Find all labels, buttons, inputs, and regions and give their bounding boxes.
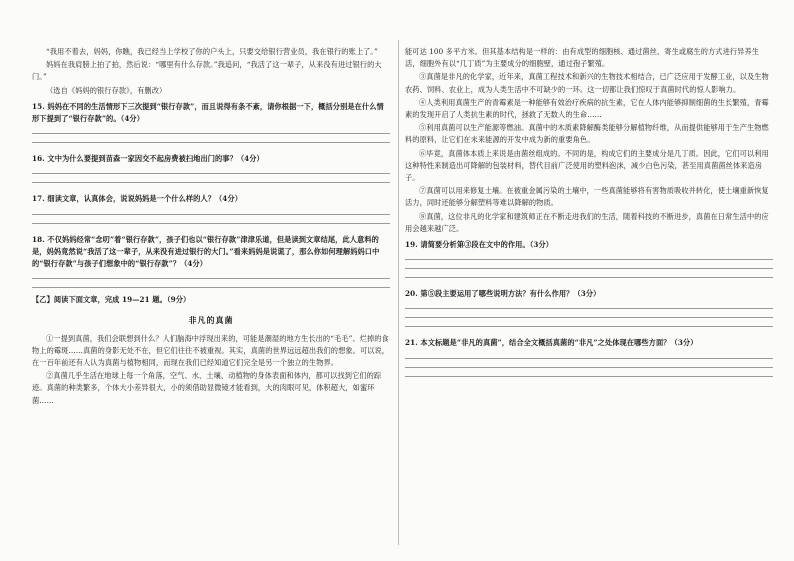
answer-line[interactable] <box>32 287 390 288</box>
article-para-5: ⑤利用真菌可以生产能源等燃油。真菌中的木质素降解酶类能够分解植物纤维，从而提供能够用于生产生物燃料的原料，让它们在未来能源的开发中成为新的重要角色。 <box>405 123 769 145</box>
article-para-1: ①一提到真菌，我们会联想到什么？人们脑海中浮现出来的，可能是潮湿的地方生长出的“毛毛”、烂掉的食物上的霉斑……真菌的身影无处不在，但它们往往不被重视。其实，真菌的世界远远超出我们的想象。可以说，在一百年前还有人认为真菌与植物相同，而现在我们已经知道它们完全是另一个独立的生物界。 <box>32 333 390 368</box>
article-para-2-cont: 能可达 100 多平方米。但其基本结构是一样的：由有成型的细胞核、通过菌丝、寄生或腐生的方式进行异养生活，细胞外有以“几丁质”为主要成分的细胞壁，通过孢子繁殖。 <box>405 47 760 69</box>
question-21: 21. 本文标题是“非凡的真菌”，结合全文概括真菌的“非凡”之处体现在哪些方面？（3分） <box>405 338 698 348</box>
left-column <box>32 46 390 408</box>
article-para-8: ⑧真菌，这位非凡的化学家和建筑师正在不断走进我们的生活，随着科技的不断进步，真菌在日常生活中的应用会越来越广泛。 <box>405 211 769 233</box>
answer-line[interactable] <box>32 278 390 279</box>
article-para-7: ⑦真菌可以用来修复土壤。在被重金属污染的土壤中，一些真菌能够将有害物质吸收并转化，使土壤重新恢复活力，同时还能够分解塑料等难以降解的物质。 <box>405 186 769 208</box>
article-para-2: ②真菌几乎生活在地球上每一个角落，空气、水、土壤、动植物的身体表面和体内，都可以找到它们的踪迹。真菌的种类繁多，个体大小差异很大，小的须借助显微镜才能看到，大的肉眼可见，体积超大，如蜜环菌…… <box>32 371 382 405</box>
passage-tail-1: “我用不着去，妈妈，你瞧，我已经当上学校了你的户头上，只要交给银行营业员，我在银行的账上了。” <box>46 47 378 56</box>
answer-line[interactable] <box>32 173 390 174</box>
article-para-3: ③真菌是非凡的化学家，近年来，真菌工程技术和新兴的生物技术相结合，已广泛应用于发酵工业，以及生物农药、饲料、农业上，成为人类生活中不可缺少的一环。这一切都让我们惊叹于真菌时代的惊人影响力。 <box>405 72 769 94</box>
question-15: 15. 妈妈在不同的生活情形下三次提到“银行存款”，而且说得有条不紊，请你根据一下，概括分别是在什么情形下提到了“银行存款”的。（4分） <box>32 101 384 124</box>
answer-line[interactable] <box>32 133 390 134</box>
answer-line[interactable] <box>405 358 773 359</box>
source-note: （选自《妈妈的银行存款》，有删改） <box>46 85 167 95</box>
passage-tail-2: 妈妈在我肩膀上拍了拍，然后说：“哪里有什么存款。”我追问，“我活了这一辈子，从来没有进过银行的大门。” <box>32 60 382 82</box>
question-20: 20. 第⑤段主要运用了哪些说明方法？有什么作用？（3分） <box>405 289 601 299</box>
answer-line[interactable] <box>32 214 390 215</box>
answer-line[interactable] <box>405 268 773 269</box>
answer-line[interactable] <box>405 376 773 377</box>
answer-line[interactable] <box>405 308 773 309</box>
question-18: 18. 不仅妈妈经常“念叨”着“银行存款”，孩子们也以“银行存款”津津乐道，但是读到文章结尾，此人意料的是，妈妈竟然说“我活了这一辈子，从来没有进过银行的大门。”看来妈妈是说谎了，那么你如何理解妈妈口中的“银行存款”与孩子们想象中的“银行存款”？（4分） <box>32 234 380 269</box>
answer-line[interactable] <box>405 259 773 260</box>
question-17: 17. 细读文章，认真体会，说说妈妈是一个什么样的人？（4分） <box>32 194 242 204</box>
right-column <box>405 46 773 377</box>
article-para-4: ④人类利用真菌生产的青霉素是一种能够有效治疗疾病的抗生素，它在人体内能够抑制细菌的生长繁殖，青霉素的发现开启了人类抗生素的时代，拯救了无数人的生命…… <box>405 97 769 120</box>
column-divider <box>398 40 399 545</box>
article-title: 非凡的真菌 <box>188 315 234 326</box>
section-b-heading: 【乙】阅读下面文章，完成 19—21 题。（9分） <box>32 295 191 305</box>
article-para-6: ⑥毕竟，真菌体本质上来说是由菌丝组成的。不同的是，构成它们的主要成分是几丁质。因此，它们可以利用这种特性来制造出可降解的包装材料，替代目前广泛使用的塑料泡沫，减少白色污染，甚至用真菌菌丝体来造房子。 <box>405 148 769 183</box>
answer-line[interactable] <box>405 367 773 368</box>
question-16: 16. 文中为什么要提到苗森一家因交不起房费被扫地出门的事？（4分） <box>32 154 264 164</box>
question-19: 19. 请简要分析第③段在文中的作用。（3分） <box>405 240 554 250</box>
answer-line[interactable] <box>405 317 773 318</box>
